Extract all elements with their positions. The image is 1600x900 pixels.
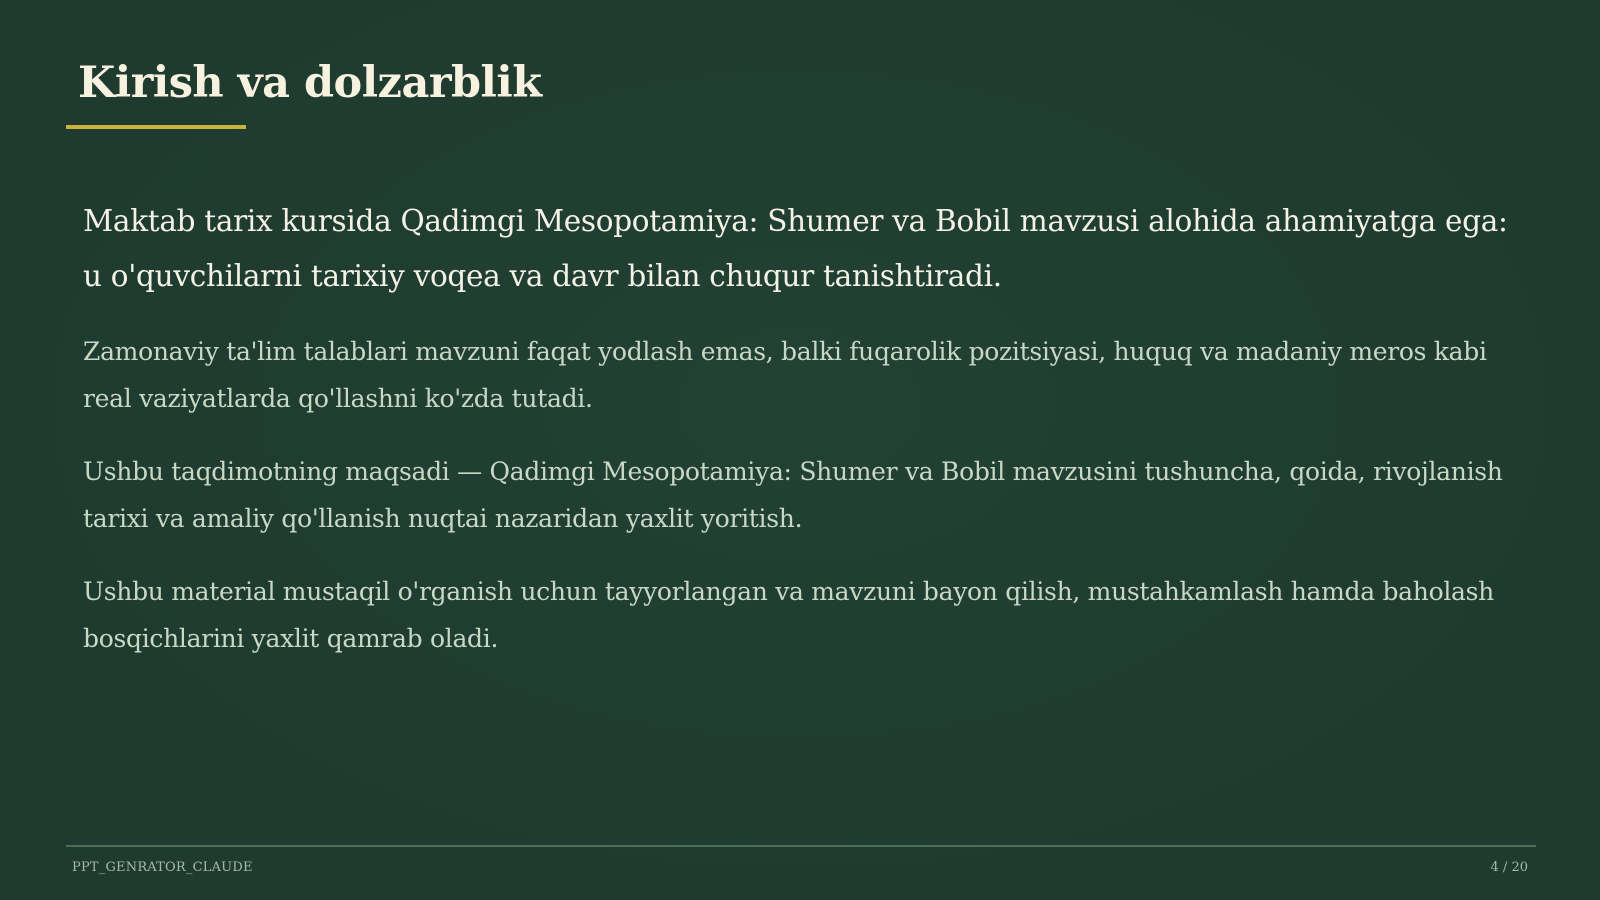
lead-paragraph: Maktab tarix kursida Qadimgi Mesopotamiya: Shumer va Bobil mavzusi alohida ahamiyatga ega: u o'quvchilarni tarixiy voqea va davr bilan chuqur tanishtiradi. bbox=[83, 204, 1508, 293]
slide-content bbox=[83, 194, 1523, 688]
body-paragraph-3: Ushbu material mustaqil o'rganish uchun tayyorlangan va mavzuni bayon qilish, mustahkamlash hamda baholash bosqichlarini yaxlit qamrab oladi. bbox=[83, 577, 1494, 653]
body-paragraph-2: Ushbu taqdimotning maqsadi — Qadimgi Mesopotamiya: Shumer va Bobil mavzusini tushuncha, qoida, rivojlanish tarixi va amaliy qo'llanish nuqtai nazaridan yaxlit yoritish. bbox=[83, 457, 1503, 533]
body-paragraph-1: Zamonaviy ta'lim talablari mavzuni faqat yodlash emas, balki fuqarolik pozitsiyasi, huquq va madaniy meros kabi real vaziyatlarda qo'llashni ko'zda tutadi. bbox=[83, 337, 1487, 413]
footer-divider bbox=[66, 845, 1536, 847]
page-number: 4 / 20 bbox=[1490, 860, 1528, 875]
slide-title: Kirish va dolzarblik bbox=[78, 58, 542, 108]
title-underline-accent bbox=[66, 125, 246, 129]
footer-brand: PPT_GENRATOR_CLAUDE bbox=[72, 860, 253, 875]
